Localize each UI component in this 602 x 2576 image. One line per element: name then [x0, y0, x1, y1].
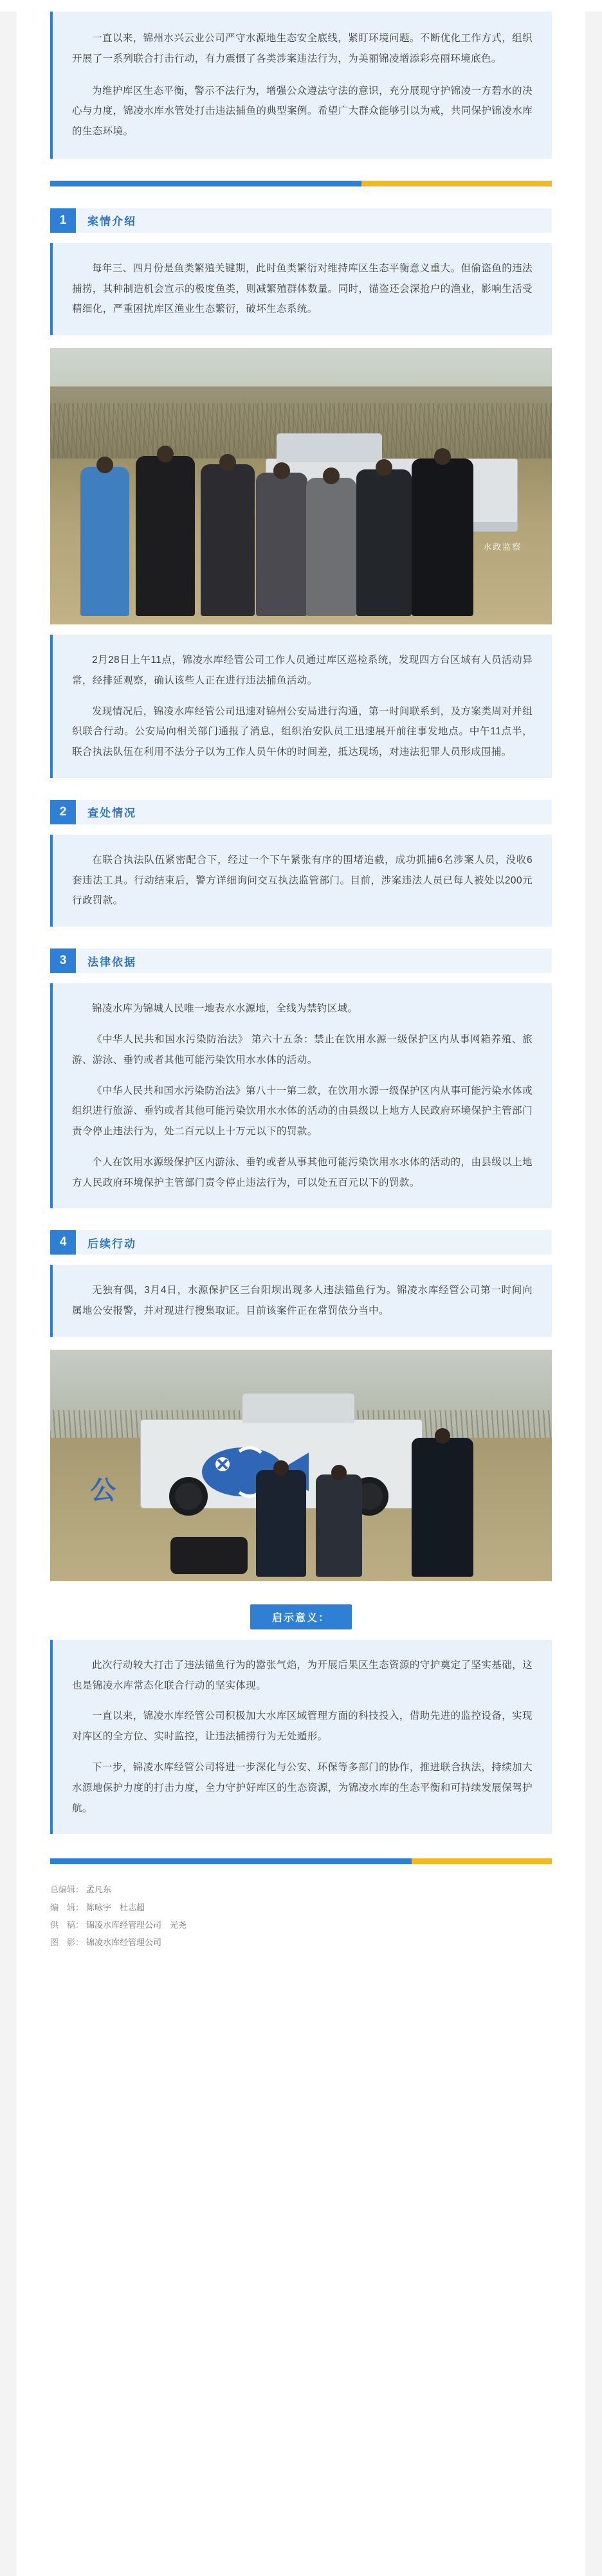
photo-vehicle-label: 公: [90, 1476, 116, 1505]
photo-person: [136, 456, 195, 616]
photo-person: [412, 458, 473, 616]
highlight-paragraph-1: 此次行动较大打击了违法锚鱼行为的嚣张气焰，为开展后果区生态资源的守护奠定了坚实基础，这也是锦凌水库常态化联合行动的坚实体现。: [72, 1659, 533, 1691]
section-3-paragraph-2: 《中华人民共和国水污染防治法》 第六十五条：禁止在饮用水源一级保护区内从事网箱养殖、旅游、游泳、垂钓或者其他可能污染饮用水水体的活动。: [72, 1034, 533, 1066]
document-page: [0, 12, 602, 2576]
section-4-paragraph-1: 无独有偶，3月4日，水源保护区三台阳坝出现多人违法锚鱼行为。锦凌水库经管公司第一时间向属地公安报警，并对现进行搜集取证。目前该案件正在常罚依分当中。: [72, 1285, 533, 1317]
section-title-3: 法律依据: [76, 948, 552, 973]
section-title-1: 案情介绍: [76, 208, 552, 233]
credit-value: 陈咏宇 杜志超: [86, 1902, 145, 1912]
highlight-heading: [50, 1604, 552, 1629]
divider-bar-bottom: [50, 1858, 552, 1864]
credit-row: [50, 1899, 552, 1916]
credit-key: 供 稿：: [50, 1919, 84, 1930]
section-1-paragraph-2: 2月28日上午11点，锦凌水库经管公司工作人员通过库区巡检系统，发现四方台区域有人员活动异常，经排延观察，确认该些人正在进行违法捕鱼活动。: [72, 655, 533, 686]
credit-value: 锦凌水库经管理公司 光尧: [86, 1919, 187, 1930]
divider-gold-segment: [412, 1858, 552, 1864]
section-body-1a: [50, 243, 552, 335]
credit-value: 锦凌水库经管理公司: [86, 1937, 162, 1948]
right-rail: [585, 12, 602, 2576]
section-body-1b: [50, 635, 552, 778]
article-content: [17, 12, 585, 1951]
divider-blue-segment: [50, 181, 361, 186]
section-title-4: 后续行动: [76, 1230, 552, 1255]
section-heading-1: [50, 208, 552, 233]
photo-officer: [412, 1438, 473, 1577]
section-body-4: [50, 1265, 552, 1337]
credit-row: [50, 1881, 552, 1898]
photo-person: [80, 467, 129, 616]
section-heading-2: [50, 800, 552, 824]
photo-person: [256, 473, 307, 617]
credit-value: 孟凡东: [86, 1885, 112, 1895]
section-body-3: [50, 983, 552, 1208]
photo-officer: [256, 1470, 306, 1577]
section-2-paragraph-1: 在联合执法队伍紧密配合下，经过一个下午紧张有序的围堵追截，成功抓捕6名涉案人员，没收6套违法工具。行动结束后，警方详细询问交互执法监管部门。目前，涉案违法人员已每人被处以200元行政罚款。: [72, 854, 533, 907]
section-number-2: 2: [50, 800, 76, 824]
section-3-paragraph-4: 个人在饮用水源级保护区内游泳、垂钓或者从事其他可能污染饮用水水体的活动的，由县级以上地方人民政府环境保护主管部门责令停止违法行为，可以处五百元以下的罚款。: [72, 1156, 533, 1188]
section-3-paragraph-3: 《中华人民共和国水污染防治法》第八十一第二款，在饮用水源一级保护区内从事可能污染水体或组织进行旅游、垂钓或者其他可能污染饮用水水体的活动的由县级以上地方人民政府环境保护主管部门责令停止违法行为，处二百元以上十万元以下的罚款。: [72, 1085, 533, 1138]
section-heading-4: [50, 1230, 552, 1255]
section-heading-3: [50, 948, 552, 973]
section-number-4: 4: [50, 1230, 76, 1255]
case-photo-police-vehicle: [50, 1350, 552, 1581]
highlight-title: 启示意义：: [250, 1604, 352, 1629]
section-1-paragraph-3: 发现情况后，锦凌水库经管公司迅速对锦州公安局进行沟通，第一时间联系到，及方案类周对并组织联合行动。公安局向相关部门通报了消息，组织治安队员工迅速展开前往事发地点。中午11点半，联合执法队伍在利用不法分子以为工作人员午休的时间差，抵达现场，对违法犯罪人员形成围捕。: [72, 705, 533, 758]
intro-paragraph-1: 一直以来，锦州水兴云业公司严守水源地生态安全底线，紧盯环境问题。不断优化工作方式，组织开展了一系列联合打击行动，有力震慑了各类涉案违法行为，为美丽锦凌增添彩亮丽环境底色。: [72, 33, 533, 64]
section-1-paragraph-1: 每年三、四月份是鱼类繁殖关键期，此时鱼类繁衍对维持库区生态平衡意义重大。但偷盗鱼的违法捕捞，其种制造机会宣示的极度鱼类，则减繁殖群体数量。同时，锚盗还会深抢户的渔业，影响生活受精细化，严重困扰库区渔业生态繁衍，破坏生态系统。: [72, 262, 533, 315]
highlight-paragraph-3: 下一步，锦凌水库经管公司将进一步深化与公安、环保等多部门的协作，推进联合执法，持续加大水源地保护力度的打击力度，全力守护好库区的生态资源，为锦凌水库的生态平衡和可持续发展保驾护航。: [72, 1761, 533, 1814]
highlight-body: [50, 1640, 552, 1834]
credit-row: [50, 1934, 552, 1951]
section-number-3: 3: [50, 948, 76, 973]
case-photo-inspection: [50, 348, 552, 624]
divider-gold-segment: [361, 181, 552, 186]
credit-key: 总编辑：: [50, 1885, 84, 1895]
credit-key: 编 辑：: [50, 1902, 84, 1912]
photo-person: [356, 469, 412, 616]
credit-row: [50, 1916, 552, 1934]
photo-equipment-bag: [170, 1537, 248, 1574]
highlight-paragraph-2: 一直以来，锦凌水库经管公司积极加大水库区域管理方面的科技投入，借助先进的监控设备，实现对库区的全方位、实时监控，让违法捕捞行为无处遁形。: [72, 1710, 533, 1743]
photo-person: [306, 478, 356, 616]
divider-blue-segment: [50, 1858, 412, 1864]
section-body-2: [50, 835, 552, 927]
intro-paragraph-2: 为维护库区生态平衡，警示不法行为，增强公众遵法守法的意识，充分展现守护锦凌一方碧水的决心与力度，锦凌水库水管处打击违法捕鱼的典型案例。希望广大群众能够引以为戒，共同保护锦凌水库的生态环境。: [72, 85, 533, 138]
credits-footer: [50, 1881, 552, 1951]
left-rail: [0, 12, 17, 2576]
photo-uniform-text: 水政监察: [483, 542, 522, 552]
photo-wrap-2: [50, 1350, 552, 1581]
photo-officer: [316, 1474, 362, 1576]
divider-bar-top: [50, 181, 552, 186]
credit-key: 图 影：: [50, 1937, 84, 1948]
intro-block: [50, 12, 552, 159]
section-title-2: 查处情况: [76, 800, 552, 824]
photo-wrap-1: [50, 348, 552, 624]
section-number-1: 1: [50, 208, 76, 233]
photo-person: [201, 464, 255, 617]
section-3-paragraph-1: 锦凌水库为锦城人民唯一地表水水源地，全线为禁钓区域。: [92, 1003, 358, 1015]
